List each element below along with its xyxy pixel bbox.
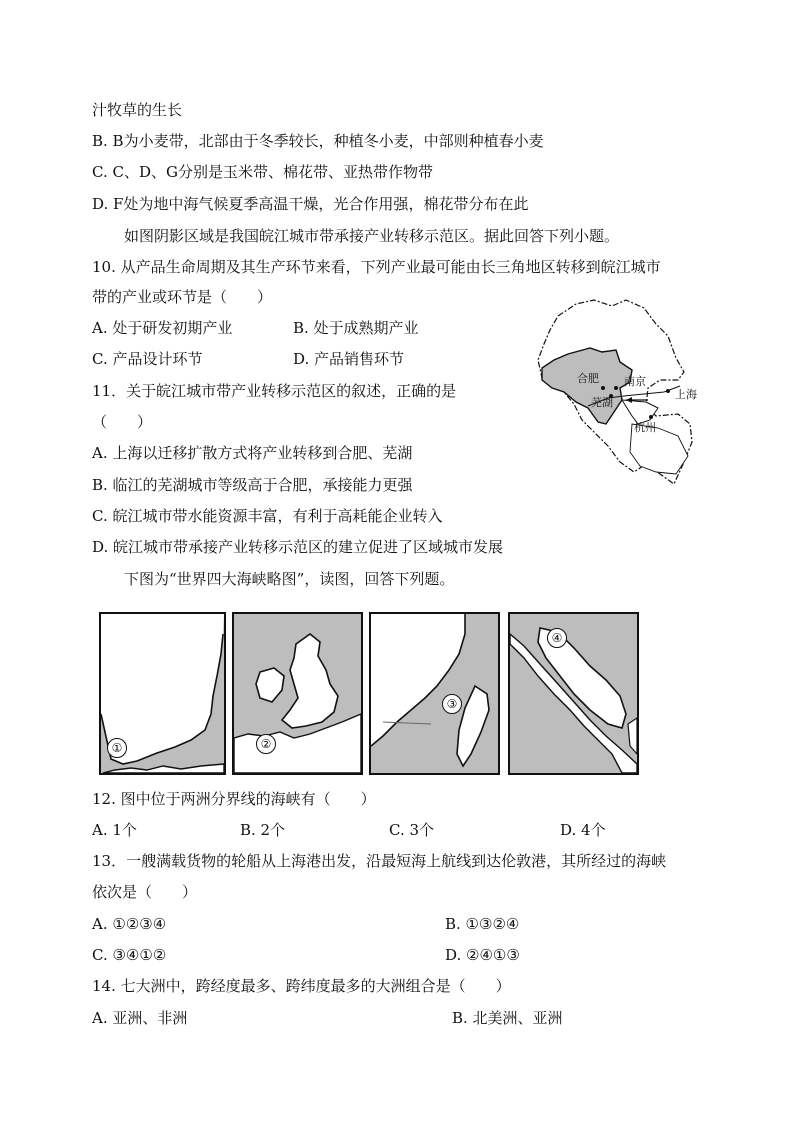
option-9b: B. B为小麦带，北部由于冬季较长，种植冬小麦，中部则种植春小麦: [92, 132, 544, 150]
option-11d: D. 皖江城市带承接产业转移示范区的建立促进了区域城市发展: [92, 538, 504, 556]
strait-number-2: ②: [256, 734, 276, 754]
question-10: 10. 从产品生命周期及其生产环节来看，下列产业最可能由长三角地区转移到皖江城市: [92, 258, 661, 276]
option-11a: A. 上海以迁移扩散方式将产业转移到合肥、芜湖: [92, 444, 413, 462]
question-10-cont: 带的产业或环节是（ ）: [92, 288, 273, 306]
question-13-cont: 依次是（ ）: [92, 883, 198, 901]
text-line: 汁牧草的生长: [92, 101, 183, 119]
option-12b: B. 2个: [240, 821, 286, 839]
option-12a: A. 1个: [92, 821, 137, 839]
label-wuhu: 芜湖: [591, 396, 613, 409]
label-hangzhou: 杭州: [634, 421, 656, 434]
label-hefei: 合肥: [577, 372, 599, 385]
label-nanjing: 南京: [624, 375, 646, 388]
option-10d: D. 产品销售环节: [293, 350, 405, 368]
question-11: 11．关于皖江城市带产业转移示范区的叙述，正确的是: [92, 382, 457, 400]
intro-region: 如图阴影区域是我国皖江城市带承接产业转移示范区。据此回答下列小题。: [124, 227, 620, 245]
option-9d: D. F处为地中海气候夏季高温干燥，光合作用强，棉花带分布在此: [92, 195, 529, 213]
strait-3-drawing: [371, 614, 498, 773]
option-12d: D. 4个: [560, 821, 606, 839]
option-9c: C. C、D、G分别是玉米带、棉花带、亚热带作物带: [92, 163, 433, 181]
option-10b: B. 处于成熟期产业: [293, 319, 419, 337]
option-14a: A. 亚洲、非洲: [92, 1009, 188, 1027]
question-13: 13．一艘满载货物的轮船从上海港出发，沿最短海上航线到达伦敦港，其所经过的海峡: [92, 852, 667, 870]
strait-2-drawing: [234, 614, 361, 773]
option-13a: A. ①②③④: [92, 915, 167, 933]
label-shanghai: 上海: [675, 388, 697, 401]
intro-straits: 下图为“世界四大海峡略图”，读图，回答下列题。: [124, 570, 455, 588]
wanjiang-region-map: [528, 296, 708, 486]
option-12c: C. 3个: [389, 821, 435, 839]
option-11b: B. 临江的芜湖城市等级高于合肥，承接能力更强: [92, 476, 413, 494]
strait-map-1: [99, 612, 226, 775]
option-11c: C. 皖江城市带水能资源丰富，有利于高耗能企业转入: [92, 507, 443, 525]
strait-map-4: [508, 612, 639, 775]
strait-number-1: ①: [107, 738, 127, 758]
option-10a: A. 处于研发初期产业: [92, 319, 233, 337]
strait-map-2: [232, 612, 363, 775]
question-12: 12. 图中位于两洲分界线的海峡有（ ）: [92, 790, 376, 808]
strait-4-drawing: [510, 614, 637, 773]
question-11-cont: （ ）: [92, 413, 153, 431]
option-13c: C. ③④①②: [92, 946, 167, 964]
option-13d: D. ②④①③: [445, 946, 520, 964]
strait-number-4: ④: [547, 628, 567, 648]
option-10c: C. 产品设计环节: [92, 350, 203, 368]
option-14b: B. 北美洲、亚洲: [452, 1009, 563, 1027]
strait-number-3: ③: [442, 694, 462, 714]
option-13b: B. ①③②④: [445, 915, 520, 933]
strait-map-3: [369, 612, 500, 775]
question-14: 14. 七大洲中，跨经度最多、跨纬度最多的大洲组合是（ ）: [92, 977, 511, 995]
